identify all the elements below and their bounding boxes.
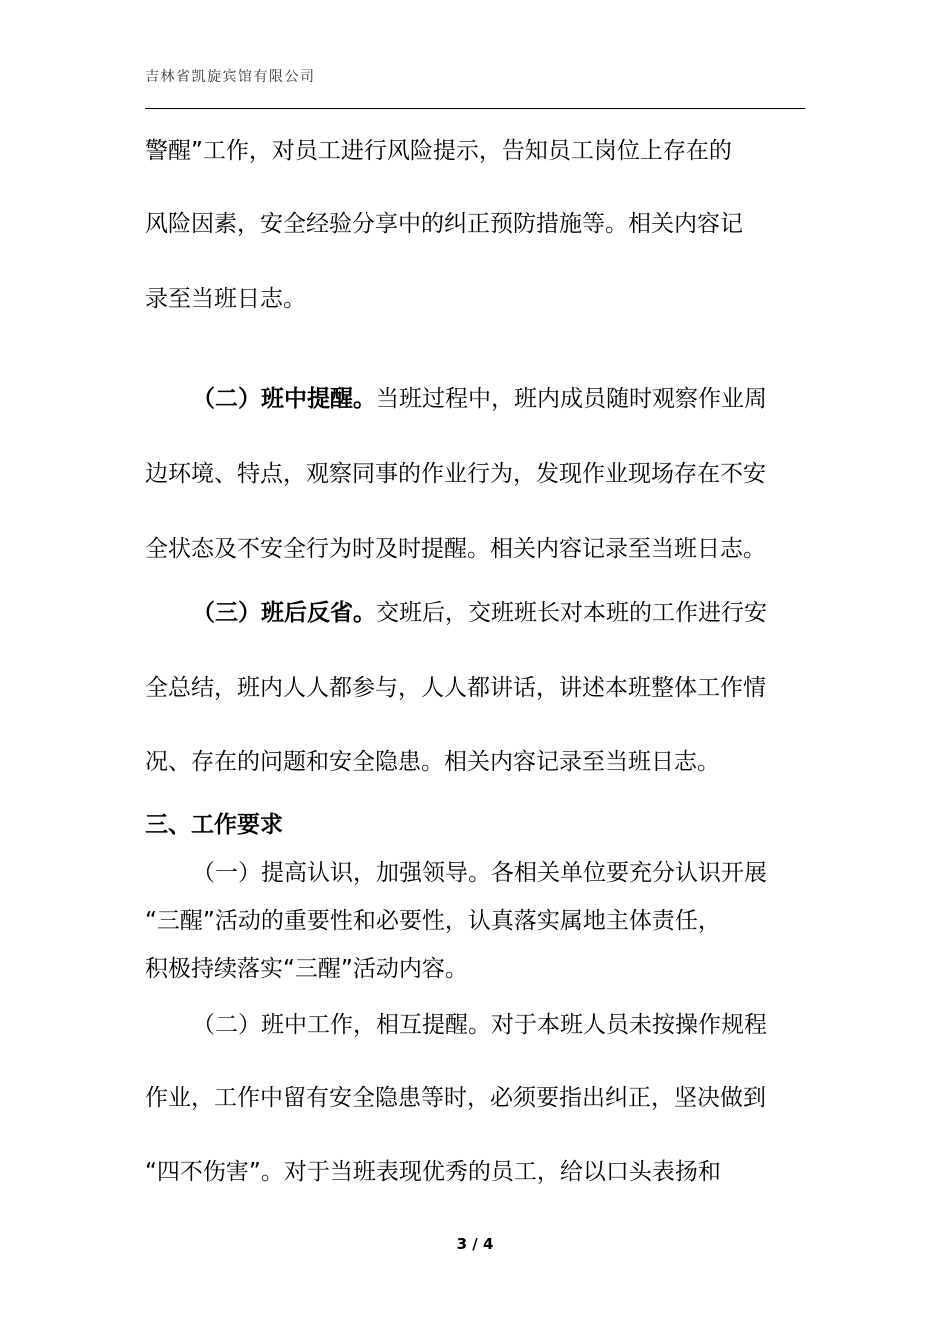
para2-line3: 全状态及不安全行为时及时提醒。相关内容记录至当班日志。 [145,536,766,562]
para3-line1 [192,598,857,628]
para1-line1: 警醒”工作，对员工进行风险提示，告知员工岗位上存在的 [145,138,732,164]
para5-line3: “四不伤害”。对于当班表现优秀的员工，给以口头表扬和 [145,1159,721,1185]
para4-line2: “三醒”活动的重要性和必要性，认真落实属地主体责任， [145,908,721,934]
para2-line1 [192,384,857,414]
header-rule [145,108,805,109]
para4-line1: （一）提高认识，加强领导。各相关单位要充分认识开展 [192,860,767,886]
page-number: 3 / 4 [456,1235,494,1253]
section3-title: 三、工作要求 [145,812,283,838]
para2-line2: 边环境、特点，观察同事的作业行为，发现作业现场存在不安 [145,461,766,487]
para1-line3: 录至当班日志。 [145,286,306,312]
para5-line2: 作业，工作中留有安全隐患等时，必须要指出纠正，坚决做到 [145,1085,766,1111]
para3-line2: 全总结，班内人人都参与，人人都讲话，讲述本班整体工作情 [145,675,766,701]
para3-line1-text: 交班后，交班班长对本班的工作进行安 [376,600,767,626]
para3-line3: 况、存在的问题和安全隐患。相关内容记录至当班日志。 [145,749,720,775]
para2-heading: （二）班中提醒。 [192,386,376,412]
para5-line1: （二）班中工作，相互提醒。对于本班人员未按操作规程 [192,1012,767,1038]
para2-line1-text: 当班过程中，班内成员随时观察作业周 [376,386,767,412]
para1-line2: 风险因素，安全经验分享中的纠正预防措施等。相关内容记 [145,211,743,237]
para3-heading: （三）班后反省。 [192,600,376,626]
para4-line3: 积极持续落实“三醒”活动内容。 [145,956,468,982]
document-header: 吉林省凯旋宾馆有限公司 [145,69,316,85]
